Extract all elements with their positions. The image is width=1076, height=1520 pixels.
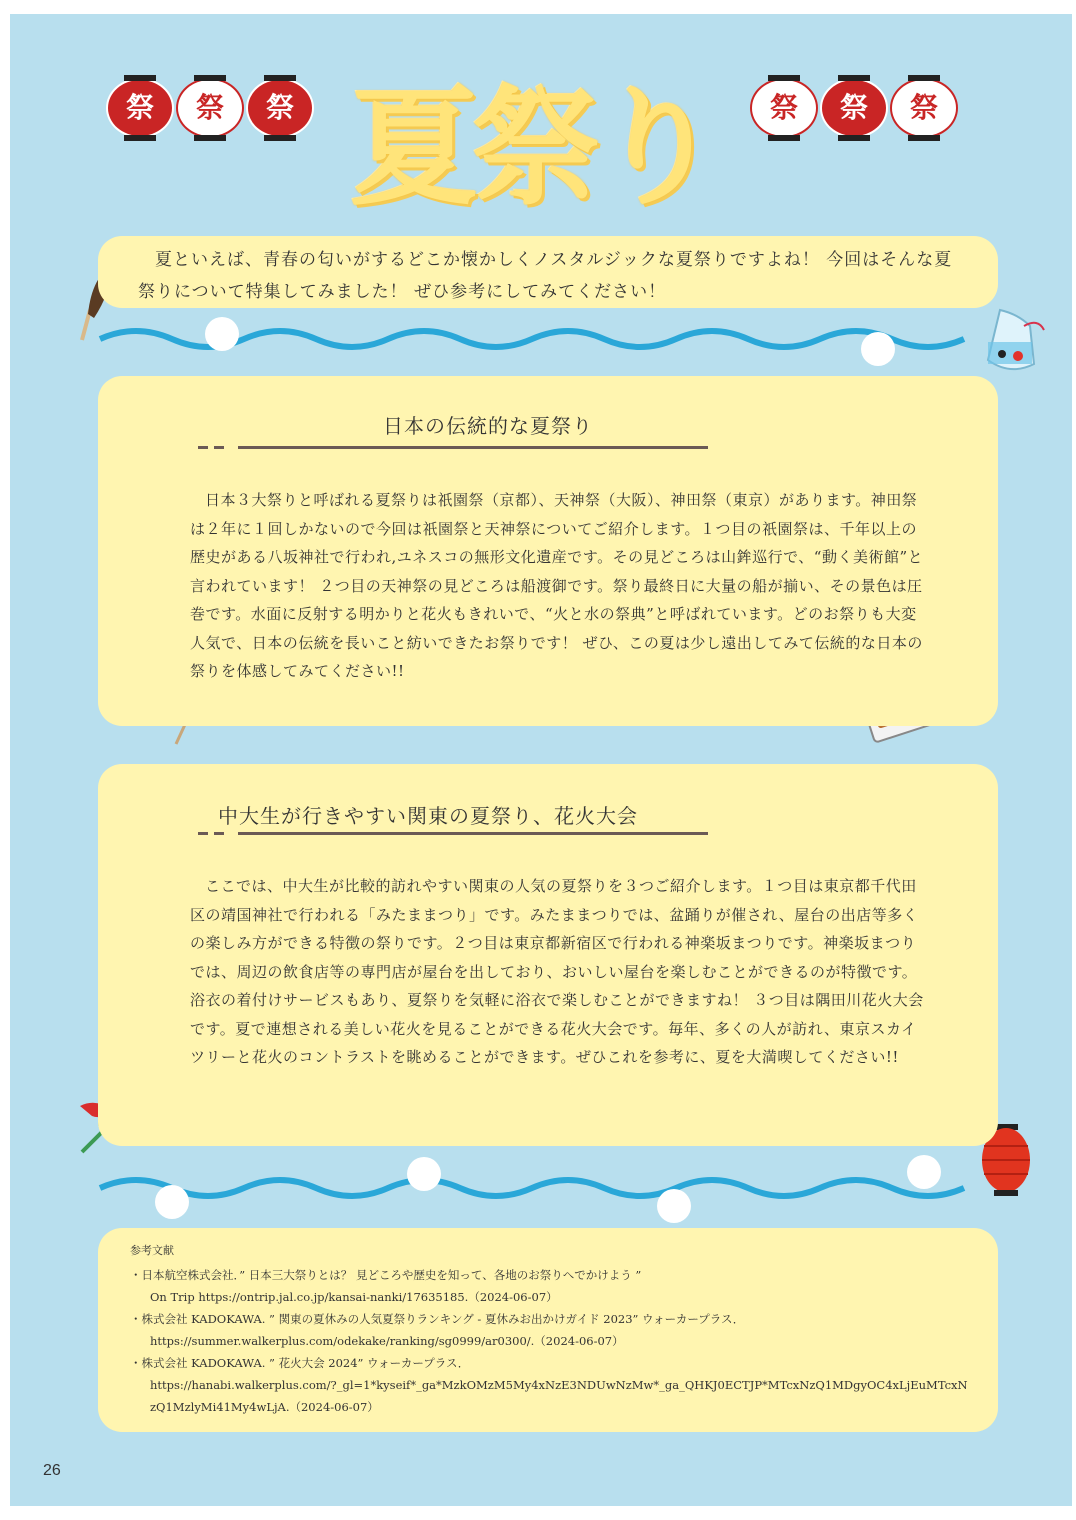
reference-url[interactable]: On Trip https://ontrip.jal.co.jp/kansai-nanki/17635185.（2024-06-07）	[150, 1290, 558, 1304]
heading-rule-dash	[198, 446, 228, 449]
section-body: 日本３大祭りと呼ばれる夏祭りは祇園祭（京都）、天神祭（大阪）、神田祭（東京）があります。神田祭は２年に１回しかないので今回は祇園祭と天神祭についてご紹介します。１つ目の祇園祭は、千年以上の歴史がある八坂神社で行われ,ユネスコの無形文化遺産です。その見どころは山鉾巡行で、“動く美術館”と言われています！ ２つ目の天神祭の見どころは船渡御です。祭り最終日に大量の船が揃い、その景色は圧巻です。水面に反射する明かりと花火もきれいで、“火と水の祭典”と呼ばれています。どのお祭りも大変人気で、日本の伝統を長いこと紡いできたお祭りです！ ぜひ、この夏は少し遠出してみて伝統的な日本の祭りを体感してみてください!!	[190, 491, 924, 680]
page-number: 26	[43, 1462, 61, 1479]
reference-item	[130, 1352, 970, 1418]
section-body: ここでは、中大生が比較的訪れやすい関東の人気の夏祭りを３つご紹介します。１つ目は東京都千代田区の靖国神社で行われる「みたままつり」です。みたままつりでは、盆踊りが催され、屋台の出店等多くの楽しみ方ができる特徴の祭りです。２つ目は東京都新宿区で行われる神楽坂まつりです。神楽坂まつりでは、周辺の飲食店等の専門店が屋台を出しており、おいしい屋台を楽しむことができるのが特徴です。浴衣の着付けサービスもあり、夏祭りを気軽に浴衣で楽しむことができますね！ ３つ目は隅田川花火大会です。夏で連想される美しい花火を見ることができる花火大会です。毎年、多くの人が訪れ、東京スカイツリーと花火のコントラストを眺めることができます。ぜひこれを参考に、夏を大満喫してください!!	[190, 877, 924, 1066]
lantern-char: 祭	[909, 91, 938, 124]
lantern-char: 祭	[839, 91, 868, 124]
section-card	[98, 764, 998, 1146]
wave-bubble	[155, 1185, 189, 1219]
wave-bottom	[100, 1180, 964, 1196]
wave-bubble	[657, 1189, 691, 1223]
reference-text: ・日本航空株式会社．” 日本三大祭りとは？ 見どころや歴史を知って、各地のお祭りへでかけよう ”	[130, 1268, 642, 1282]
lantern-char: 祭	[265, 91, 294, 124]
festival-lantern-icon	[178, 80, 242, 136]
wave-bubble	[861, 332, 895, 366]
goldfish-bag-icon	[988, 310, 1044, 369]
references-title: 参考文献	[130, 1244, 174, 1257]
festival-lantern-icon	[248, 80, 312, 136]
page	[10, 14, 1072, 1506]
intro-box	[98, 236, 998, 308]
heading-rule-dash	[198, 832, 228, 835]
reference-item	[130, 1308, 970, 1352]
lantern-char: 祭	[769, 91, 798, 124]
reference-text: ・株式会社 KADOKAWA. ” 花火大会 2024” ウォーカープラス．	[130, 1356, 470, 1370]
reference-url[interactable]: https://summer.walkerplus.com/odekake/ranking/sg0999/ar0300/.（2024-06-07）	[150, 1334, 624, 1348]
lantern-char: 祭	[195, 91, 224, 124]
festival-lantern-icon	[108, 80, 172, 136]
lantern-char: 祭	[125, 91, 154, 124]
section-card	[98, 376, 998, 726]
heading-rule	[238, 832, 708, 835]
wave-bubble	[907, 1155, 941, 1189]
wave-bubble	[407, 1157, 441, 1191]
heading-rule	[238, 446, 708, 449]
references-box	[98, 1228, 998, 1432]
reference-text: ・株式会社 KADOKAWA. ” 関東の夏休みの人気夏祭りランキング - 夏休みお出かけガイド 2023” ウォーカープラス．	[130, 1312, 745, 1326]
section-heading: 中大生が行きやすい関東の夏祭り、花火大会	[218, 804, 638, 828]
page-title: 夏祭り	[350, 74, 717, 223]
references-list	[130, 1264, 970, 1418]
wave-bubble	[205, 317, 239, 351]
intro-text: 夏といえば、青春の匂いがするどこか懐かしくノスタルジックな夏祭りですよね！ 今回はそんな夏祭りについて特集してみました！ ぜひ参考にしてみてください！	[138, 250, 953, 302]
section-heading: 日本の伝統的な夏祭り	[383, 414, 593, 438]
reference-url[interactable]: https://hanabi.walkerplus.com/?_gl=1*kyseif*_ga*MzkOMzM5My4xNzE3NDUwNzMw*_ga_QHKJ0ECTJP*MTcxNzQ1MDgyOC4xLjEuMTcxNzQ1MzlyMi41My4wLjA.（2024-06-07）	[150, 1378, 968, 1414]
festival-lantern-icon	[892, 80, 956, 136]
festival-lantern-icon	[822, 80, 886, 136]
reference-item	[130, 1264, 970, 1308]
festival-lantern-icon	[752, 80, 816, 136]
